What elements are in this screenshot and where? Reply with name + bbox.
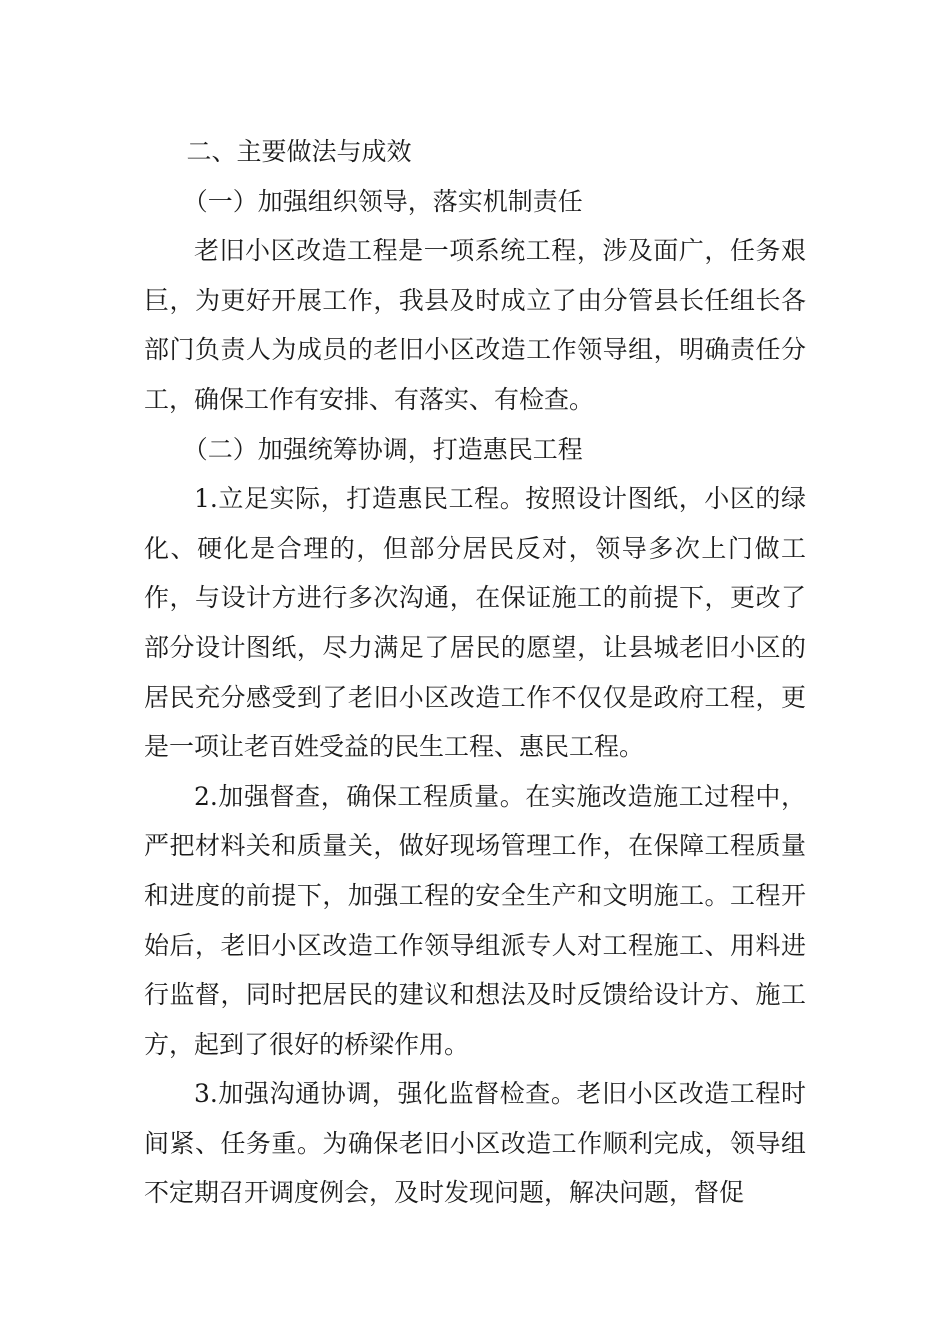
- subsection-title-1: （一）加强组织领导，落实机制责任: [182, 186, 583, 216]
- document-body: [144, 127, 806, 1218]
- subsection-title-2: （二）加强统筹协调，打造惠民工程: [182, 434, 583, 464]
- paragraph-organization: 老旧小区改造工程是一项系统工程，涉及面广，任务艰巨，为更好开展工作，我县及时成立了由分管县长任组长各部门负责人为成员的老旧小区改造工作领导组，明确责任分工，确保工作有安排、有落实、有检查。: [144, 236, 806, 414]
- paragraph-item-1: 1.立足实际，打造惠民工程。按照设计图纸，小区的绿化、硬化是合理的，但部分居民反对，领导多次上门做工作，与设计方进行多次沟通，在保证施工的前提下，更改了部分设计图纸，尽力满足了居民的愿望，让县城老旧小区的居民充分感受到了老旧小区改造工作不仅仅是政府工程，更是一项让老百姓受益的民生工程、惠民工程。: [144, 484, 806, 762]
- paragraph-item-2: 2.加强督查，确保工程质量。在实施改造施工过程中，严把材料关和质量关，做好现场管理工作，在保障工程质量和进度的前提下，加强工程的安全生产和文明施工。工程开始后，老旧小区改造工作领导组派专人对工程施工、用料进行监督，同时把居民的建议和想法及时反馈给设计方、施工方，起到了很好的桥梁作用。: [144, 781, 806, 1059]
- paragraph-item-3: 3.加强沟通协调，强化监督检查。老旧小区改造工程时间紧、任务重。为确保老旧小区改造工作顺利完成，领导组不定期召开调度例会，及时发现问题，解决问题，督促: [144, 1079, 806, 1208]
- section-title: 二、主要做法与成效: [186, 137, 412, 166]
